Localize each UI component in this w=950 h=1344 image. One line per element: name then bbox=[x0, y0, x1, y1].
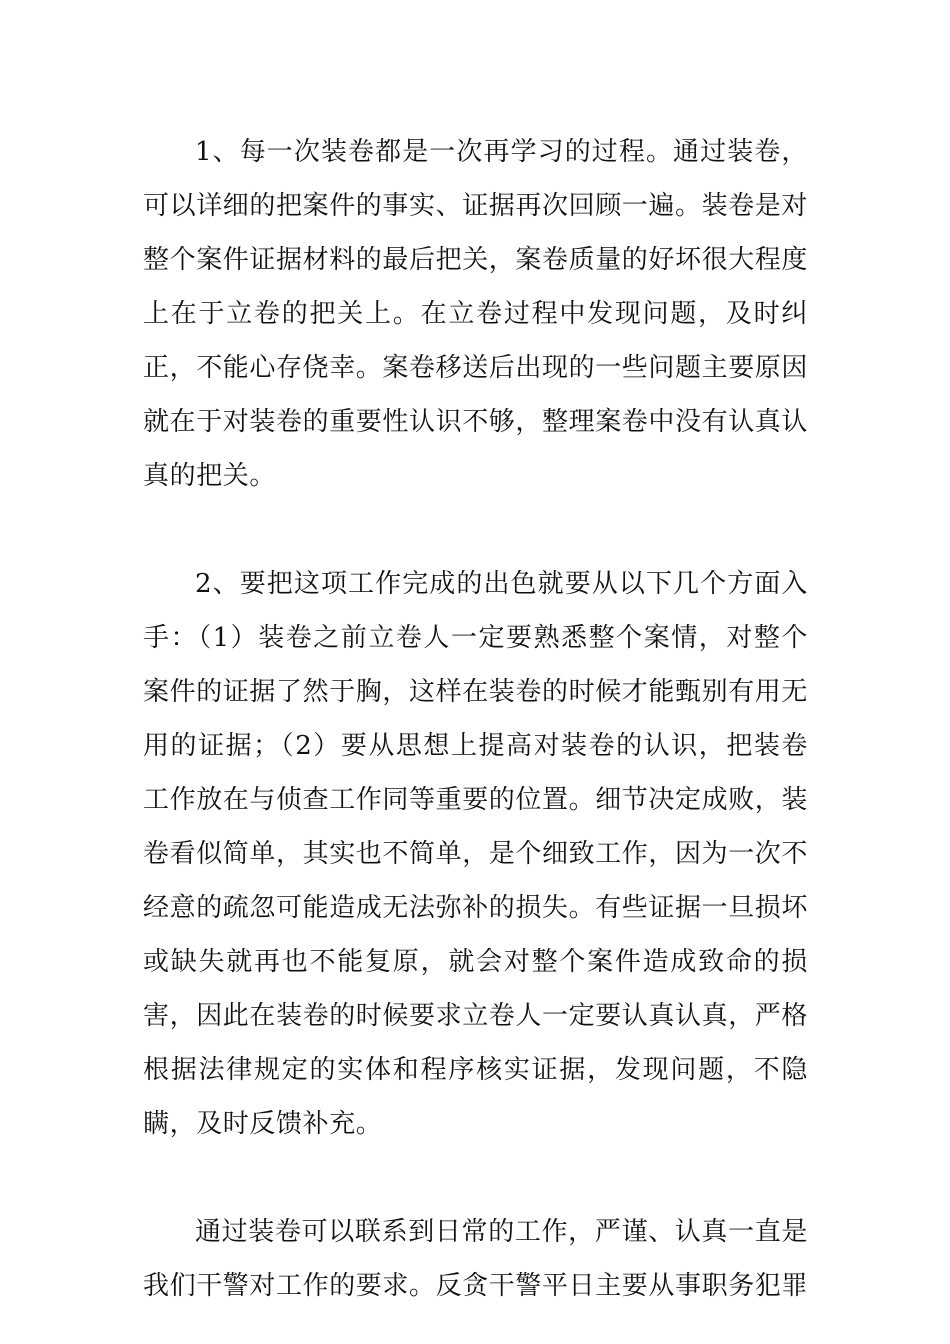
paragraph-1: 1、每一次装卷都是一次再学习的过程。通过装卷，可以详细的把案件的事实、证据再次回顾一遍。装卷是对整个案件证据材料的最后把关，案卷质量的好坏很大程度上在于立卷的把关上。在立卷过程中发现问题，及时纠正，不能心存侥幸。案卷移送后出现的一些问题主要原因就在于对装卷的重要性认识不够，整理案卷中没有认真认真的把关。 bbox=[143, 137, 809, 491]
document-body bbox=[143, 125, 808, 1313]
paragraph-3: 通过装卷可以联系到日常的工作，严谨、认真一直是我们干警对工作的要求。反贪干警平日主要从事职务犯罪 bbox=[143, 1217, 809, 1301]
paragraph-2: 2、要把这项工作完成的出色就要从以下几个方面入手：（1）装卷之前立卷人一定要熟悉整个案情，对整个案件的证据了然于胸，这样在装卷的时候才能甄别有用无用的证据；（2）要从思想上提高对装卷的认识，把装卷工作放在与侦查工作同等重要的位置。细节决定成败，装卷看似简单，其实也不简单，是个细致工作，因为一次不经意的疏忽可能造成无法弥补的损失。有些证据一旦损坏或缺失就再也不能复原，就会对整个案件造成致命的损害，因此在装卷的时候要求立卷人一定要认真认真，严格根据法律规定的实体和程序核实证据，发现问题，不隐瞒，及时反馈补充。 bbox=[143, 569, 809, 1139]
